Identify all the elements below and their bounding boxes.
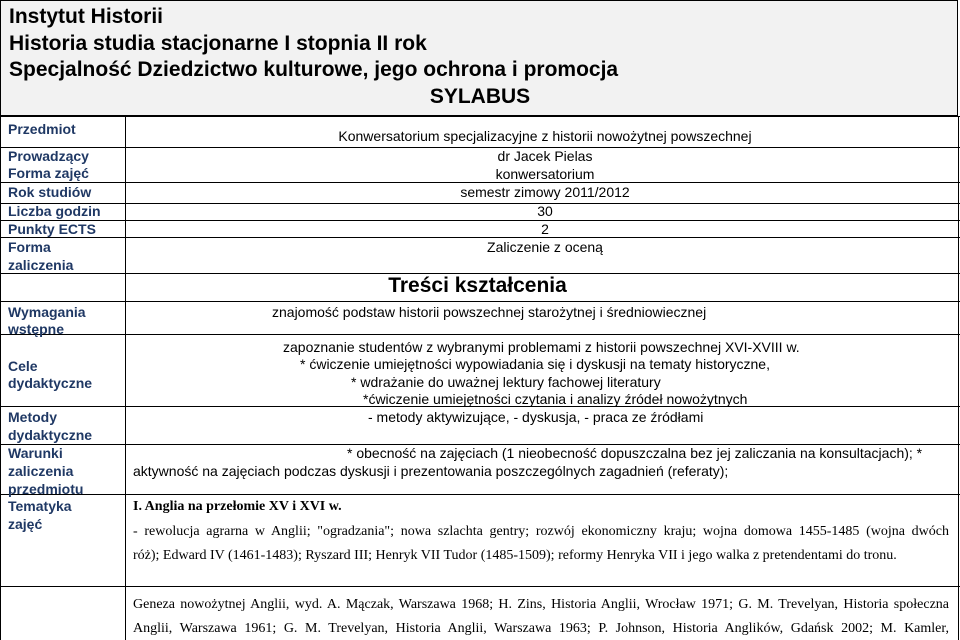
tresci-ksztalcenia-title: Treści kształcenia: [388, 274, 567, 297]
cele-line-4: *ćwiczenie umiejętności czytania i analizy źródeł nowożytnych: [363, 391, 748, 407]
tematyka-para2-line1: Geneza nowożytnej Anglii, wyd. A. Mączak, Warszawa 1968; H. Zins, Historia Anglii, Wrocław 1971; G. M. Trevelyan, Historia społeczna: [133, 597, 949, 612]
punkty-ects-value: 2: [541, 221, 549, 237]
tematyka-para1-line2: róż); Edward IV (1461-1483); Ryszard III; Henryk VII Tudor (1485-1509); reformy Henryka VII i jego walka z pretendentami do tronu.: [133, 548, 897, 563]
row-divider: [0, 301, 960, 302]
program-title: Historia studia stacjonarne I stopnia II rok: [9, 32, 427, 55]
tematyka-label-1: Tematyka: [8, 498, 72, 514]
prowadzacy-label: Prowadzący: [8, 148, 89, 164]
forma-zaliczenia-label-2: zaliczenia: [8, 257, 74, 273]
liczba-godzin-value: 30: [537, 203, 553, 219]
punkty-ects-label: Punkty ECTS: [8, 221, 96, 237]
wymagania-label-2: wstępne: [8, 321, 65, 337]
liczba-godzin-label: Liczba godzin: [8, 203, 101, 219]
wymagania-value: znajomość podstaw historii powszechnej starożytnej i średniowiecznej: [272, 304, 707, 320]
specialization-title: Specjalność Dziedzictwo kulturowe, jego ochrona i promocja: [9, 58, 619, 81]
label-column-divider: [125, 116, 126, 640]
metody-label-1: Metody: [8, 409, 57, 425]
table-border-left: [0, 116, 1, 640]
tematyka-para2-line2: Anglii, Warszawa 1961; G. M. Trevelyan, Historia Anglii, Warszawa 1963; P. Johnson, Historia Anglików, Gdańsk 2002; M. Kamler,: [133, 621, 949, 636]
cele-label-1: Cele: [8, 358, 38, 374]
forma-zajec-value: konwersatorium: [495, 166, 595, 182]
row-divider: [0, 586, 960, 587]
document-header: [0, 0, 958, 116]
metody-value: - metody aktywizujące, - dyskusja, - praca ze źródłami: [368, 409, 704, 425]
forma-zaliczenia-label-1: Forma: [8, 239, 51, 255]
tematyka-heading: I. Anglia na przełomie XV i XVI w.: [133, 499, 342, 514]
warunki-label-2: zaliczenia: [8, 463, 74, 479]
cele-label-2: dydaktyczne: [8, 375, 93, 391]
cele-line-2: * ćwiczenie umiejętności wypowiadania się i dyskusji na tematy historyczne,: [300, 356, 770, 372]
tematyka-label-2: zajęć: [8, 516, 43, 532]
warunki-line-1: * obecność na zajęciach (1 nieobecność dopuszczalna bez jej zaliczania na konsultacjach); *: [347, 445, 923, 461]
row-divider: [0, 494, 960, 495]
row-divider: [0, 116, 960, 117]
warunki-label-3: przedmiotu: [8, 481, 84, 497]
forma-zaliczenia-value: Zaliczenie z oceną: [487, 239, 603, 255]
cele-line-1: zapoznanie studentów z wybranymi problemami z historii powszechnej XVI-XVIII w.: [283, 339, 800, 355]
cele-line-3: * wdrażanie do uważnej lektury fachowej literatury: [351, 374, 661, 390]
warunki-line-2: aktywność na zajęciach podczas dyskusji i prezentowania poszczególnych zagadnień (referaty);: [133, 463, 729, 479]
rok-studiow-label: Rok studiów: [8, 184, 92, 200]
rok-studiow-value: semestr zimowy 2011/2012: [460, 184, 630, 200]
tematyka-para1-line1: - rewolucja agrarna w Anglii; "ogradzania"; nowa szlachta gentry; rozwój ekonomiczny kraju; wojna domowa 1455-1485 (wojna dwóch: [133, 524, 949, 539]
wymagania-label-1: Wymagania: [8, 304, 86, 320]
przedmiot-label: Przedmiot: [8, 121, 76, 137]
prowadzacy-value: dr Jacek Pielas: [497, 148, 593, 164]
forma-zajec-label: Forma zajęć: [8, 165, 89, 181]
metody-label-2: dydaktyczne: [8, 427, 93, 443]
przedmiot-value: Konwersatorium specjalizacyjne z historii nowożytnej powszechnej: [338, 128, 752, 144]
warunki-label-1: Warunki: [8, 445, 63, 461]
institute-title: Instytut Historii: [9, 5, 164, 28]
syllabus-heading: SYLABUS: [429, 85, 531, 108]
row-divider: [0, 334, 960, 335]
